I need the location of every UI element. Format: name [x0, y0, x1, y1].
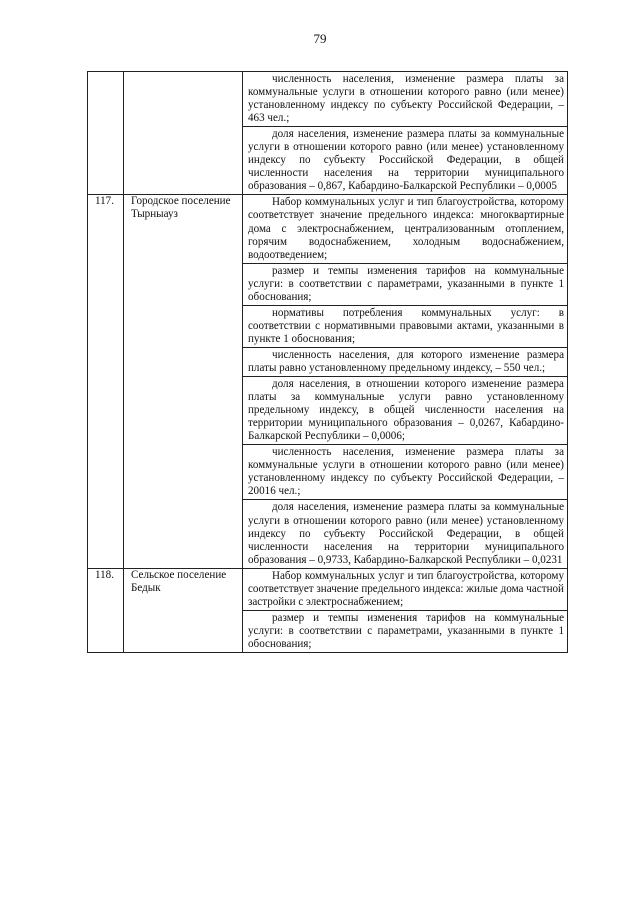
row-name-cell — [124, 568, 243, 652]
row-description-cell — [243, 195, 568, 568]
description-paragraph: численность населения, для которого изменение размера платы равно установленному предельному индексу, – 550 чел.; — [243, 348, 567, 377]
table-row — [88, 568, 568, 652]
row-number-cell — [88, 72, 124, 195]
description-paragraph: размер и темпы изменения тарифов на коммунальные услуги: в соответствии с параметрами, указанными в пункте 1 обоснования; — [243, 264, 567, 306]
description-paragraph: доля населения, изменение размера платы за коммунальные услуги в отношении которого равно (или менее) установленному индексу по субъекту Российской Федерации, в общей численности населения на территории муниципального образования – 0,867, Кабардино-Балкарской Республики – 0,0005 — [248, 128, 564, 193]
municipality-name: Городское поселение Тырныауз — [131, 195, 231, 221]
row-number-cell — [88, 195, 124, 568]
description-paragraph: размер и темпы изменения тарифов на коммунальные услуги: в соответствии с параметрами, указанными в пункте 1 обоснования; — [248, 611, 564, 650]
description-paragraph: доля населения, в отношении которого изменение размера платы за коммунальные услуги равно установленному предельному индексу, в общей численности населения на территории муниципального образования – 0,0267, Кабардино-Балкарской Республики – 0,0006; — [243, 377, 567, 445]
row-number-cell — [88, 568, 124, 652]
row-number: 117. — [95, 195, 115, 208]
page-number: 79 — [313, 31, 327, 46]
row-name-cell — [124, 72, 243, 195]
table-row — [88, 72, 568, 195]
row-number: 118. — [95, 568, 115, 581]
row-name-cell — [124, 195, 243, 568]
description-paragraph: нормативы потребления коммунальных услуг: в соответствии с нормативными правовыми актами, указанными в пункте 1 обоснования; — [243, 306, 567, 348]
table-row — [88, 195, 568, 568]
description-paragraph: доля населения, изменение размера платы за коммунальные услуги в отношении которого равно (или менее) установленному индексу по субъекту Российской Федерации, в общей численности населения на территории муниципального образования – 0,9733, Кабардино-Балкарской Республики – 0,0231 — [248, 501, 564, 566]
description-paragraph: Набор коммунальных услуг и тип благоустройства, которому соответствует значение предельного индекса: жилые дома частной застройки с электроснабжением; — [243, 569, 567, 611]
document-table — [87, 71, 568, 653]
row-description-cell — [243, 72, 568, 195]
description-paragraph: Набор коммунальных услуг и тип благоустройства, которому соответствует значение предельного индекса: многоквартирные дома с электроснабжением, централизованным отоплением, горячим водоснабжением, холодным водоснабжением, водоотведением; — [243, 195, 567, 263]
margin-scan-mark — [633, 512, 638, 534]
description-paragraph: численность населения, изменение размера платы за коммунальные услуги в отношении которого равно (или менее) установленному индексу по субъекту Российской Федерации, – 20016 чел.; — [243, 445, 567, 500]
description-paragraph: численность населения, изменение размера платы за коммунальные услуги в отношении которого равно (или менее) установленному индексу по субъекту Российской Федерации, – 463 чел.; — [243, 72, 567, 127]
municipality-name: Сельское поселение Бедык — [131, 568, 227, 594]
row-description-cell — [243, 568, 568, 652]
